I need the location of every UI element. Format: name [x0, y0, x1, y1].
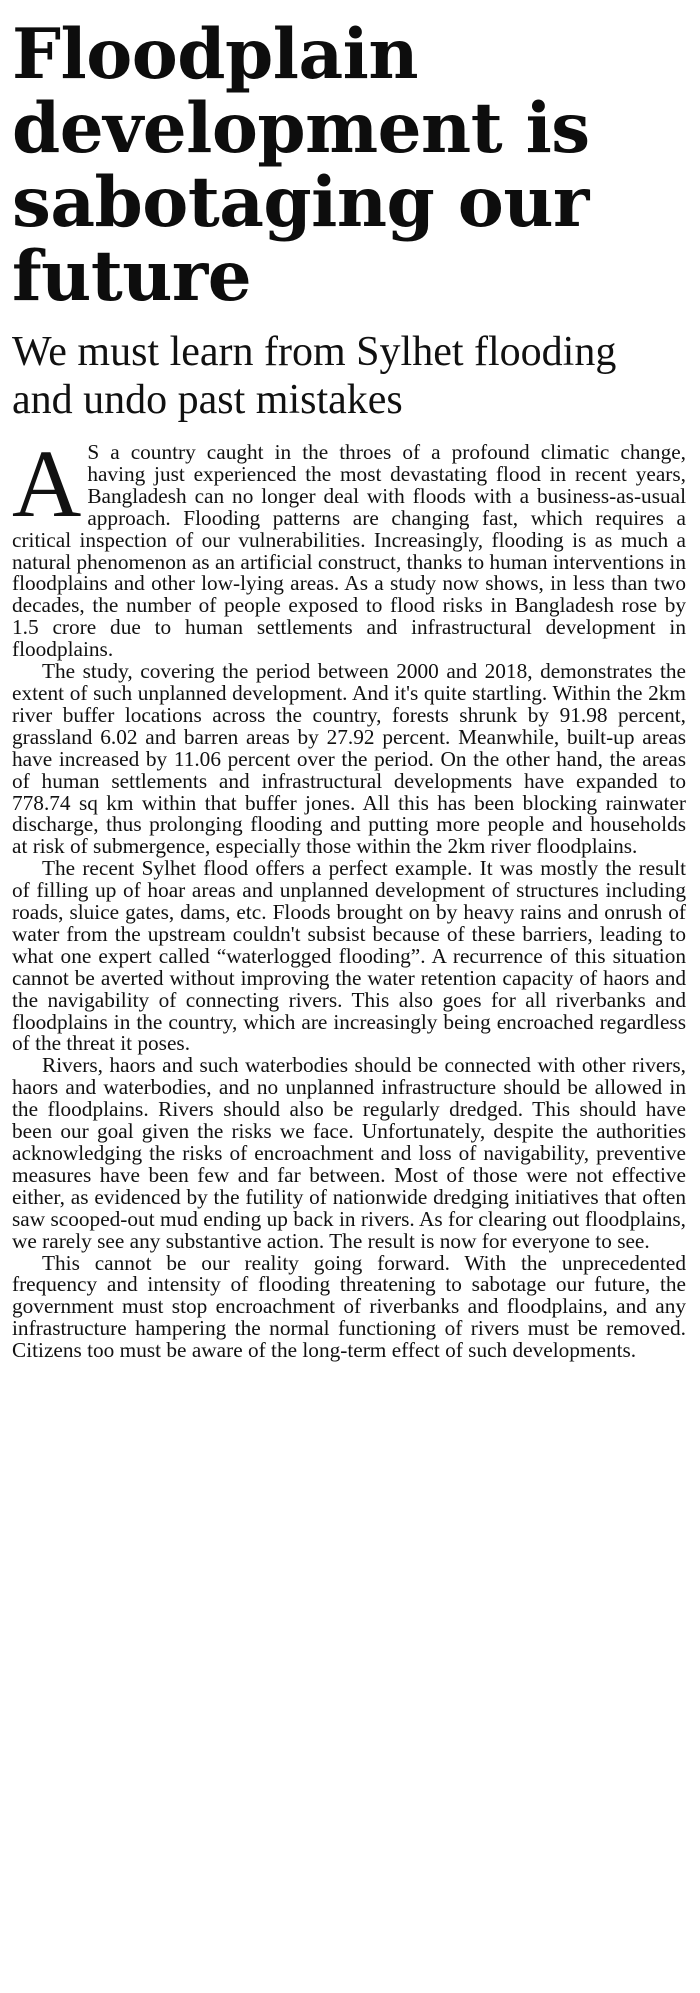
headline: Floodplain development is sabotaging our future	[12, 14, 590, 317]
paragraph-5: This cannot be our reality going forward. With the unprecedented frequency and intensity of flooding threatening to sabotage our future, the government must stop encroachment of riverbanks and floodplains, and any infrastructure hampering the normal functioning of rivers must be removed. Citizens too must be aware of the long-term effect of such developments.	[12, 1250, 686, 1363]
paragraph-2: The study, covering the period between 2000 and 2018, demonstrates the extent of such unplanned development. And it's quite startling. Within the 2km river buffer locations across the country, forests shrunk by 91.98 percent, grassland 6.02 and barren areas by 27.92 percent. Meanwhile, built-up areas have increased by 11.06 percent over the period. On the other hand, the areas of human settlements and infrastructural developments have expanded to 778.74 sq km within that buffer jones. All this has been blocking rainwater discharge, thus prolonging flooding and putting more people and households at risk of submergence, especially those within the 2km river floodplains.	[12, 659, 686, 859]
drop-cap: A	[12, 430, 82, 537]
subheadline: We must learn from Sylhet flooding and undo past mistakes	[12, 329, 617, 423]
article-body	[12, 430, 686, 1363]
paragraph-3: The recent Sylhet flood offers a perfect example. It was mostly the result of filling up of hoar areas and unplanned development of structures including roads, sluice gates, dams, etc. Floods brought on by heavy rains and onrush of water from the upstream couldn't subsist because of these barriers, leading to what one expert called “waterlogged flooding”. A recurrence of this situation cannot be averted without improving the water retention capacity of haors and the navigability of connecting rivers. This also goes for all riverbanks and floodplains in the country, which are increasingly being encroached regardless of the threat it poses.	[12, 856, 686, 1056]
paragraph-1	[12, 430, 686, 662]
paragraph-1-text: S a country caught in the throes of a profound climatic change, having just experienced the most devastating flood in recent years, Bangladesh can no longer deal with floods with a business-as-usual approach. Flooding patterns are changing fast, which requires a critical inspection of our vulnerabilities. Increasingly, flooding is as much a natural phenomenon as an artificial construct, thanks to human interventions in floodplains and other low-lying areas. As a study now shows, in less than two decades, the number of people exposed to flood risks in Bangladesh rose by 1.5 crore due to human settlements and infrastructural development in floodplains.	[12, 440, 686, 662]
paragraph-4: Rivers, haors and such waterbodies should be connected with other rivers, haors and waterbodies, and no unplanned infrastructure should be allowed in the floodplains. Rivers should also be regularly dredged. This should have been our goal given the risks we face. Unfortunately, despite the authorities acknowledging the risks of encroachment and loss of navigability, preventive measures have been few and far between. Most of those were not effective either, as evidenced by the futility of nationwide dredging initiatives that often saw scooped-out mud ending up back in rivers. As for clearing out floodplains, we rarely see any substantive action. The result is now for everyone to see.	[12, 1053, 686, 1253]
